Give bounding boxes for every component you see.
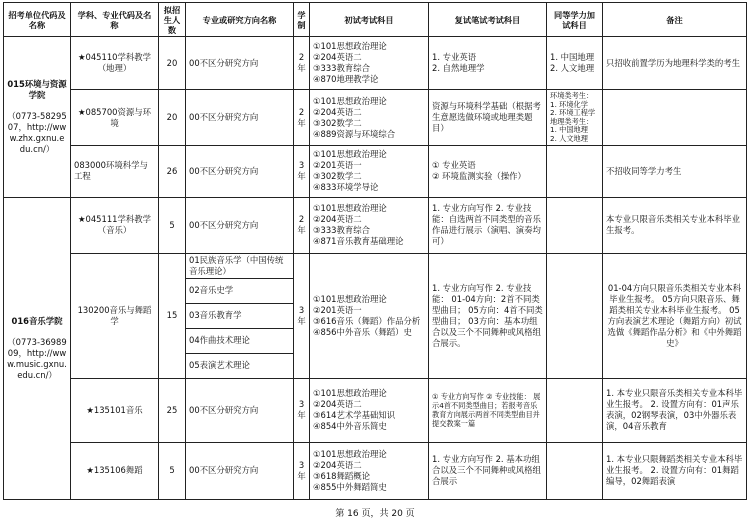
unit-cell [4, 197, 71, 499]
major-cell: ★085700资源与环境 [71, 90, 159, 146]
years-cell: 2年 [294, 197, 310, 253]
subject-item: ④855中外舞蹈简史 [313, 481, 387, 492]
header-quota: 拟招生人数 [159, 3, 186, 37]
page-footer: 第 16 页，共 20 页 [335, 509, 415, 519]
header-years: 学制 [294, 3, 310, 37]
retest-subjects-cell: ① 专业方向写作 ② 专业技能： 展示4首不同类型曲目；若报考音乐教育方向展示两首不同类型曲目并提交教案一篇 [429, 378, 547, 442]
subject-item: ②201英语一 [313, 160, 362, 171]
subject-item: ①101思想政治理论 [313, 293, 387, 304]
retest-subjects-cell: 资源与环境科学基础（根据考生意愿选做环境或地理类题目） [429, 90, 547, 146]
subject-item: 1. 专业英语 [432, 52, 477, 63]
unit-cell [4, 37, 71, 198]
admissions-table [3, 2, 747, 500]
subject-item: 1. 环境化学 [550, 99, 588, 109]
subject-item: ③616音乐（舞蹈）作品分析 [313, 315, 421, 326]
subject-item: ①101思想政治理论 [313, 95, 387, 106]
table-row [4, 253, 747, 378]
years-cell: 2年 [294, 37, 310, 90]
remarks-cell: 01-04方向只限音乐类相关专业本科毕业生报考。 05方向只限音乐、舞蹈类相关专业本科毕业生报考。 05方向表演艺术理论（舞蹈方向）初试选做《舞蹈作品分析》和《中外舞蹈史》 [603, 253, 747, 378]
equiv-subjects-cell [547, 90, 603, 146]
major-cell: ★045110学科教学（地理） [71, 37, 159, 90]
remarks-cell: 1. 本专业只限舞蹈类相关专业本科毕业生报考。 2. 设置方向有：01舞蹈编导，02舞蹈表演 [603, 442, 747, 499]
header-major: 学科、专业代码及名称 [71, 3, 159, 37]
initial-subjects-cell [310, 253, 429, 378]
major-cell: ★135106舞蹈 [71, 442, 159, 499]
direction-item: 05表演艺术理论 [189, 360, 250, 371]
equiv-subjects-cell [547, 442, 603, 499]
subject-item: 1. 中国地理 [550, 125, 588, 135]
quota-cell: 25 [159, 378, 186, 442]
subject-item: ④854中外音乐简史 [313, 421, 387, 432]
retest-subjects-cell [429, 37, 547, 90]
subject-item: ② 环境监测实验（操作） [432, 171, 526, 182]
initial-subjects-cell [310, 37, 429, 90]
table-row [4, 90, 747, 146]
equiv-subjects-cell [547, 146, 603, 197]
subject-item: ① 专业英语 [432, 160, 476, 171]
table-row [4, 442, 747, 499]
quota-cell: 5 [159, 442, 186, 499]
subject-item: ①101思想政治理论 [313, 448, 387, 459]
quota-cell: 26 [159, 146, 186, 197]
quota-cell: 20 [159, 37, 186, 90]
direction-cell: 00不区分研究方向 [186, 442, 294, 499]
direction-cell: 00不区分研究方向 [186, 378, 294, 442]
subject-item: ④871音乐教育基础理论 [313, 236, 404, 247]
subject-item: 2. 自然地理学 [432, 63, 485, 74]
table-header-row [4, 3, 747, 37]
subject-item: ①101思想政治理论 [313, 149, 387, 160]
direction-cell: 00不区分研究方向 [186, 90, 294, 146]
initial-subjects-cell [310, 378, 429, 442]
quota-cell: 20 [159, 90, 186, 146]
remarks-cell: 不招收同等学力考生 [603, 146, 747, 197]
subject-item: 环境类考生： [550, 91, 594, 100]
table-row [4, 378, 747, 442]
initial-subjects-cell [310, 442, 429, 499]
header-direction: 专业或研究方向名称 [186, 3, 294, 37]
direction-item: 04作曲技术理论 [186, 329, 293, 354]
subject-item: ②204英语二 [313, 214, 362, 225]
retest-subjects-cell: 1. 专业方向写作 2. 专业技能： 01-04方向：2首不同类型曲目； 05方向：4首不同类型曲目； 03方向：基本功组合以及三个不同舞种或风格组合展示。 [429, 253, 547, 378]
subject-item: ②204英语二 [313, 52, 362, 63]
subject-item: ③333教育综合 [313, 63, 370, 74]
retest-subjects-cell: 1. 专业方向写作 2. 基本功组合以及三个不同舞种或风格组合展示 [429, 442, 547, 499]
subject-item: ④889资源与环境综合 [313, 128, 396, 139]
initial-subjects-cell [310, 90, 429, 146]
direction-cell [186, 253, 294, 378]
header-remarks: 备注 [603, 3, 747, 37]
remarks-cell [603, 90, 747, 146]
major-cell: 083000环境科学与工程 [71, 146, 159, 197]
direction-cell: 00不区分研究方向 [186, 37, 294, 90]
remarks-cell: 只招收前置学历为地理科学类的考生 [603, 37, 747, 90]
major-cell: 130200音乐与舞蹈学 [71, 253, 159, 378]
header-unit: 招考单位代码及名称 [4, 3, 71, 37]
subject-item: ②201英语一 [313, 304, 362, 315]
direction-cell: 00不区分研究方向 [186, 146, 294, 197]
years-cell: 2年 [294, 90, 310, 146]
subject-item: ③614艺术学基础知识 [313, 410, 396, 421]
subject-item: 2. 人文地理 [550, 63, 595, 74]
years-cell: 3年 [294, 378, 310, 442]
subject-item: ②204英语二 [313, 106, 362, 117]
subject-item: 2. 环境工程学 [550, 108, 596, 118]
equiv-subjects-cell [547, 253, 603, 378]
years-cell: 3年 [294, 442, 310, 499]
unit-contact: （0773-5829507，http://www.zhx.gxnu.edu.cn/） [7, 110, 67, 154]
equiv-subjects-cell [547, 197, 603, 253]
direction-item: 02音乐史学 [186, 279, 293, 304]
subject-item: ②204英语二 [313, 399, 362, 410]
major-cell: ★135101音乐 [71, 378, 159, 442]
remarks-cell: 1. 本专业只限音乐类相关专业本科毕业生报考。 2. 设置方向有：01声乐表演，02钢琴表演，03中外器乐表演，04音乐教育 [603, 378, 747, 442]
direction-cell: 00不区分研究方向 [186, 197, 294, 253]
remarks-cell: 本专业只限音乐类相关专业本科毕业生报考。 [603, 197, 747, 253]
subject-item: ②204英语二 [313, 459, 362, 470]
initial-subjects-cell [310, 146, 429, 197]
subject-item: ③302数学二 [313, 171, 362, 182]
header-equiv: 同等学力加试科目 [547, 3, 603, 37]
retest-subjects-cell: 1. 专业方向写作 2. 专业技能：自选两首不同类型的音乐作品进行展示（演唱、演奏均可） [429, 197, 547, 253]
quota-cell: 5 [159, 197, 186, 253]
equiv-subjects-cell [547, 37, 603, 90]
initial-subjects-cell [310, 197, 429, 253]
subject-item: 2. 人文地理 [550, 133, 588, 143]
direction-item: 01民族音乐学（中国传统音乐理论） [186, 254, 293, 279]
header-retest: 复试笔试考试科目 [429, 3, 547, 37]
unit-name: 016音乐学院 [11, 315, 63, 326]
subject-item: 1. 中国地理 [550, 52, 595, 63]
quota-cell: 15 [159, 253, 186, 378]
subject-item: ①101思想政治理论 [313, 41, 387, 52]
subject-item: 地理类考生： [550, 116, 594, 126]
table-row [4, 146, 747, 197]
subject-item: ③618舞蹈概论 [313, 470, 370, 481]
years-cell: 3年 [294, 146, 310, 197]
subject-item: ④833环境学导论 [313, 182, 379, 193]
years-cell: 3年 [294, 253, 310, 378]
subject-item: ①101思想政治理论 [313, 388, 387, 399]
subject-item: ④870地理教学论 [313, 74, 379, 85]
direction-item: 03音乐教育学 [186, 304, 293, 329]
subject-item: ③333教育综合 [313, 225, 370, 236]
unit-name: 015环境与资源学院 [7, 78, 67, 100]
retest-subjects-cell [429, 146, 547, 197]
subject-item: ①101思想政治理论 [313, 203, 387, 214]
subject-item: ④856中外音乐（舞蹈）史 [313, 326, 412, 337]
table-row [4, 37, 747, 90]
subject-item: ③302数学二 [313, 117, 362, 128]
unit-contact: （0773-3698909，http://www.music.gxnu.edu.cn/） [7, 336, 67, 380]
major-cell: ★045111学科教学（音乐） [71, 197, 159, 253]
table-row [4, 197, 747, 253]
header-initial: 初试考试科目 [310, 3, 429, 37]
equiv-subjects-cell [547, 378, 603, 442]
